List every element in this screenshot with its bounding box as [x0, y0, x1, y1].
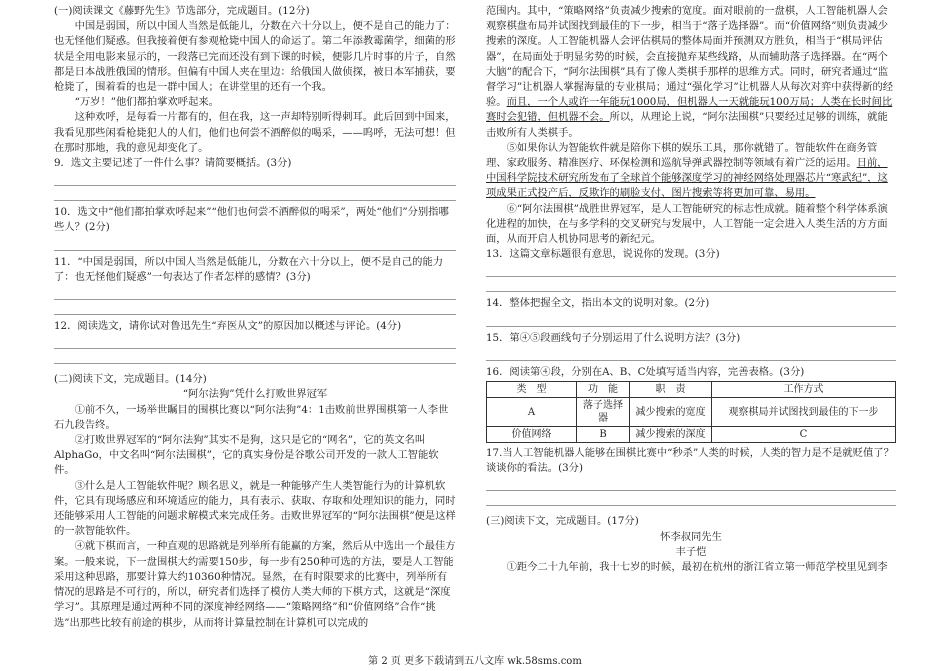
table-cell: 价值网络: [487, 427, 577, 443]
table-row: [487, 427, 896, 443]
answer-line[interactable]: [54, 171, 456, 186]
article-paragraph: [486, 141, 896, 202]
passage1-paragraph: 中国是弱国，所以中国人当然是低能儿，分数在六十分以上，便不是自己的能力了：也无怪他们疑惑。但我接着便有参观枪毙中国人的命运了。第二年添教霉菌学，细菌的形状是全用电影来显示的，一段落已完而还没有到下课的时候，便影几片时事的片子，自然都是日本战胜俄国的情形。但偏有中国人夹在里边：给俄国人做侦探，被日本军捕获，要枪毙了，围着看的也是一群中国人；在讲堂里的还有一个我。: [54, 20, 456, 94]
section2-title: (二)阅读下文，完成题目。(14分): [54, 373, 207, 386]
table-row: [487, 398, 896, 427]
question-16: 16．阅读第④段，分别在A、B、C处填写适当内容，完善表格。(3分): [486, 365, 805, 378]
table-header: 职 责: [630, 382, 712, 398]
table-cell: 减少搜索的宽度: [630, 398, 712, 427]
table-header: 工作方式: [711, 382, 895, 398]
paragraph-text: 范围内。其中，“策略网络”负责减少搜索的宽度。面对眼前的一盘棋，人工智能机器人会观察棋盘布局并试图找到最佳的下一步，相当于“落子选择器”。而“价值网络”则负责减少搜索的深度。人工智能机器人会评估棋局的整体局面并预测双方胜负，相当于“棋局评估器”，在局面处于明显劣势的时候，会直接抛弃某些线路，从而辅助落子选择器。在“两个大脑”的配合下，“阿尔法围棋”具有了像人类棋手那样的思维方式。同时，研究者通过“监督学习”让机器人掌握海量的专业棋局；通过“强化学习”让机器人从每次对弈中获得新的经验。: [486, 5, 894, 109]
paragraph-text: ⑤如果你认为智能软件就是陪你下棋的娱乐工具，那你就错了。智能软件在商务管理、家政服务、精准医疗、环保检测和巡航导弹武器控制等领域有着广泛的运用。: [486, 141, 878, 170]
paragraph-text: 所以，从理论上说，“阿尔法围棋”只要经过足够的训练，就能击败所有人类棋手。: [486, 111, 888, 139]
right-column: [486, 4, 896, 575]
question-12: 12．阅读选文，请你试对鲁迅先生“弃医从文”的原因加以概述与评论。(4分): [54, 320, 402, 333]
passage1-paragraph: “万岁！”他们都拍掌欢呼起来。: [74, 96, 219, 109]
table-header: 类 型: [487, 382, 577, 398]
article-paragraph: [486, 4, 896, 141]
answer-line[interactable]: [54, 334, 456, 349]
article-paragraph: ④就下棋而言，一种直观的思路就是列举所有能赢的方案，然后从中选出一个最佳方案。一般来说，下一盘围棋大约需要150步，每一步有250种可选的方法，要是人工智能采用这种思路，那要计算大约10360种情况。显然，在有时限要求的比赛中，列举所有情况的思路是不可行的，所以，研究者们选择了模仿人类大师的下棋方式，这就是“深度学习”。其原理是通过两种不同的深度神经网络——“策略网络”和“价值网络”合作“挑选”出那些比较有前途的棋步，从而将计算量控制在计算机可以完成的: [54, 540, 456, 629]
answer-line[interactable]: [486, 476, 896, 491]
answer-line[interactable]: [486, 491, 896, 506]
article3-paragraph: ①距今二十九年前，我十七岁的时候，最初在杭州的浙江省立第一师范学校里见到李: [506, 561, 888, 574]
q16-table: [486, 381, 896, 443]
blank-cell-a[interactable]: A: [487, 398, 577, 427]
blank-cell-c[interactable]: C: [711, 427, 895, 443]
table-header: 功 能: [576, 382, 629, 398]
blank-cell-b[interactable]: B: [576, 427, 629, 443]
underlined-sentence: 日前，中国科学院技术研究所发布了全球首个能够深度学习的神经网络处理器芯片“寒武纪”，这项成果正式投产后，反欺诈的刷脸支付、图片搜索等将更加可靠、易用。: [486, 157, 888, 200]
answer-line[interactable]: [54, 236, 456, 251]
table-cell: 观察棋局并试图找到最佳的下一步: [711, 398, 895, 427]
question-17: 17.当人工智能机器人能够在围棋比赛中“秒杀”人类的时候，人类的智力是不是就贬值了？谈谈你的看法。(3分): [486, 447, 894, 475]
answer-line[interactable]: [486, 277, 896, 292]
question-13: 13．这篇文章标题很有意思，说说你的发现。(3分): [486, 248, 720, 261]
answer-line[interactable]: [54, 349, 456, 364]
table-header-row: [487, 382, 896, 398]
answer-line[interactable]: [54, 285, 456, 300]
article3-title: 怀李叔同先生: [660, 530, 722, 543]
section3-title: (三)阅读下文，完成题目。(17分): [486, 515, 639, 528]
question-9: 9．选文主要记述了一件什么事？请简要概括。(3分): [54, 157, 292, 170]
underlined-sentence: 而且，一个人或许一年能玩1000局，但机器人一天就能玩100万局；人类在长时间比赛时会犯错，但机器不会。: [486, 96, 893, 124]
answer-line[interactable]: [486, 262, 896, 277]
left-column: [54, 4, 456, 631]
question-11: 11．“中国是弱国，所以中国人当然是低能儿，分数在六十分以上，便不是自己的能力了：也无怪他们疑惑”一句表达了作者怎样的感情？(3分): [54, 255, 444, 283]
question-15: 15．第④⑤段画线句子分别运用了什么说明方法？(3分): [486, 331, 741, 344]
answer-line[interactable]: [486, 312, 896, 327]
article-paragraph: ③什么是人工智能软件呢？顾名思义，就是一种能够产生人类智能行为的计算机软件，它具有现场感应和环境适应的能力，具有表示、获取、存取和处理知识的能力，同时还能够采用人工智能的问题求解模式来完成任务。击败世界冠军的“阿尔法围棋”便是这样的一款智能软件。: [54, 479, 456, 538]
article-paragraph: ①前不久，一场举世瞩目的围棋比赛以“阿尔法狗”4：1击败前世界围棋第一人李世石九段告终。: [54, 403, 449, 431]
passage1-paragraph: 这种欢呼，是每看一片都有的，但在我，这一声却特别听得刺耳。此后回到中国来，我看见那些闲看枪毙犯人的人们，他们也何尝不酒醉似的喝采，——呜呼，无法可想！但在那时那地，我的意见却变化了。: [54, 111, 456, 154]
answer-line[interactable]: [54, 186, 456, 201]
section1-title: (一)阅读课文《藤野先生》节选部分，完成题目。(12分): [54, 5, 310, 17]
question-14: 14．整体把握全文，指出本文的说明对象。(2分): [486, 297, 710, 310]
table-cell: 落子选择器: [576, 398, 629, 427]
answer-line[interactable]: [486, 346, 896, 361]
page-footer: 第 2 页 更多下载请到五八文库 wk.58sms.com: [368, 656, 582, 667]
article-title: “阿尔法狗”凭什么打败世界冠军: [182, 388, 328, 401]
table-cell: 减少搜索的深度: [630, 427, 712, 443]
article3-author: 丰子恺: [675, 545, 707, 558]
article-paragraph: ②打败世界冠军的“阿尔法狗”其实不是狗，这只是它的“网名”，它的英文名叫AlphaGo，中文名叫“阿尔法围棋”，它的真实身份是谷歌公司开发的一款人工智能软件。: [54, 434, 439, 477]
article-paragraph: ⑥“阿尔法围棋”战胜世界冠军，是人工智能研究的标志性成就。随着整个科学体系演化进程的加快，在与多学科的交叉研究与发展中，人工智能一定会进入人类生活的方方面面，从而开启人机协同思考的新纪元。: [486, 202, 888, 246]
answer-line[interactable]: [54, 300, 456, 315]
question-10: 10．选文中“他们都拍掌欢呼起来”“他们也何尝不酒醉似的喝采”，两处“他们”分别指哪些人？(2分): [54, 206, 449, 234]
